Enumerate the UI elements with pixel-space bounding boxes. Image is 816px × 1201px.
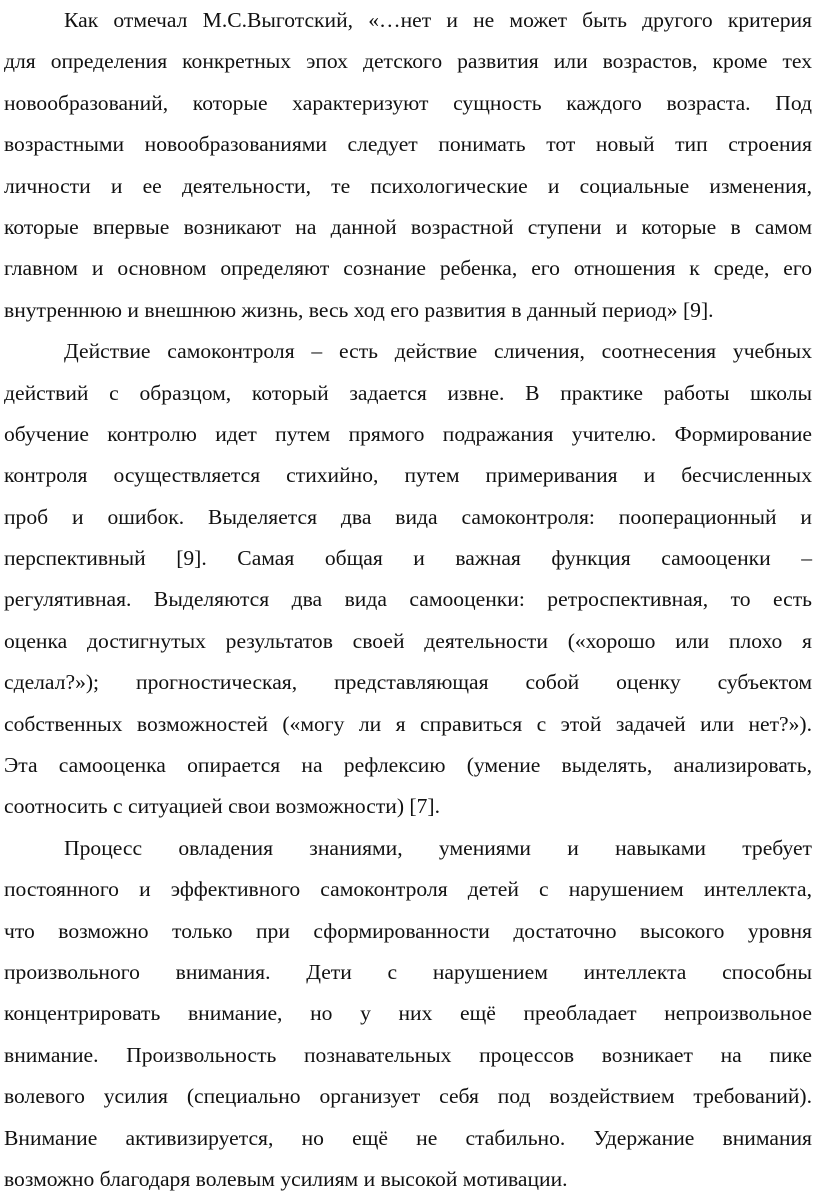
text-line: возрастными новообразованиями следует понимать тот новый тип строения (4, 132, 812, 157)
paragraph-knowledge-mastery (4, 828, 812, 1201)
text-line: регулятивная. Выделяются два вида самооценки: ретроспективная, то есть (4, 587, 812, 612)
text-line: что возможно только при сформированности достаточно высокого уровня (4, 918, 812, 943)
text-line: Процесс овладения знаниями, умениями и навыками требует (64, 835, 812, 860)
text-line: внимание. Произвольность познавательных процессов возникает на пике (4, 1042, 812, 1067)
paragraph-vygotsky-quote (4, 0, 812, 331)
text-line: перспективный [9]. Самая общая и важная функция самооценки – (4, 546, 812, 571)
text-line: произвольного внимания. Дети с нарушением интеллекта способны (4, 959, 812, 984)
text-line: обучение контролю идет путем прямого подражания учителю. Формирование (4, 421, 812, 446)
text-line: действий с образцом, который задается извне. В практике работы школы (4, 380, 812, 405)
text-line: проб и ошибок. Выделяется два вида самоконтроля: пооперационный и (4, 504, 812, 529)
text-line: волевого усилия (специально организует себя под воздействием требований). (4, 1084, 812, 1109)
paragraph-self-control (4, 331, 812, 828)
text-line: соотносить с ситуацией свои возможности) [7]. (4, 794, 440, 819)
text-line: возможно благодаря волевым усилиям и высокой мотивации. (4, 1166, 568, 1191)
text-line: постоянного и эффективного самоконтроля детей с нарушением интеллекта, (4, 877, 812, 902)
text-line: Внимание активизируется, но ещё не стабильно. Удержание внимания (4, 1125, 812, 1150)
text-line: главном и основном определяют сознание ребенка, его отношения к среде, его (4, 256, 812, 281)
text-line: которые впервые возникают на данной возрастной ступени и которые в самом (4, 214, 812, 239)
text-line: новообразований, которые характеризуют сущность каждого возраста. Под (4, 90, 812, 115)
text-line: для определения конкретных эпох детского развития или возрастов, кроме тех (4, 49, 812, 74)
text-line: Действие самоконтроля – есть действие сличения, соотнесения учебных (64, 339, 812, 364)
text-line: сделал?»); прогностическая, представляющая собой оценку субъектом (4, 670, 812, 695)
text-line: собственных возможностей («могу ли я справиться с этой задачей или нет?»). (4, 711, 812, 736)
text-line: внутреннюю и внешнюю жизнь, весь ход его развития в данный период» [9]. (4, 297, 714, 322)
text-line: Как отмечал М.С.Выготский, «…нет и не может быть другого критерия (64, 8, 812, 32)
text-line: концентрировать внимание, но у них ещё преобладает непроизвольное (4, 1001, 812, 1026)
document-page (4, 0, 812, 1200)
text-line: контроля осуществляется стихийно, путем примеривания и бесчисленных (4, 463, 812, 488)
text-line: оценка достигнутых результатов своей деятельности («хорошо или плохо я (4, 628, 812, 653)
text-line: Эта самооценка опирается на рефлексию (умение выделять, анализировать, (4, 753, 812, 778)
text-line: личности и ее деятельности, те психологические и социальные изменения, (4, 173, 812, 198)
